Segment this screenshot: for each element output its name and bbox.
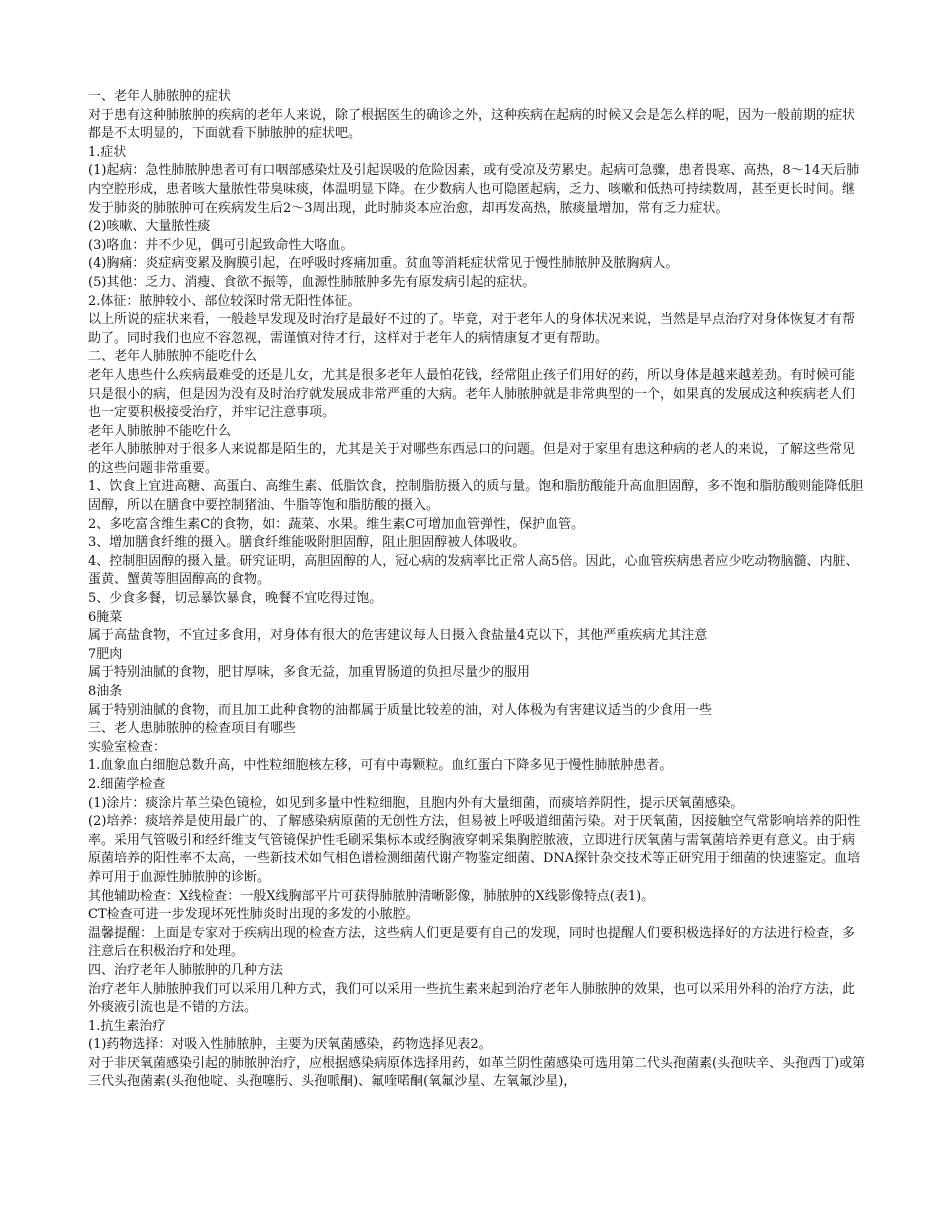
paragraph: 属于特别油腻的食物，而且加工此种食物的油都属于质量比较差的油，对人体极为有害建议适当的少食用一些: [88, 702, 713, 718]
paragraph: 对于非厌氧菌感染引起的肺脓肿治疗，应根据感染病原体选择用药，如革兰阴性菌感染可选用第二代头孢菌素(头孢呋辛、头孢西丁)或第三代头孢菌素(头孢他啶、头孢噻肟、头孢哌酮)、氟喹喏酮(氧氟沙星、左氧氟沙星)，: [88, 1055, 866, 1090]
subheading: 8油条: [88, 684, 123, 699]
list-item: (2)培养：痰培养是使用最广的、了解感染病原菌的无创性方法，但易被上呼吸道细菌污染。对于厌氧菌，因接触空气常影响培养的阳性率。采用气管吸引和经纤维支气管镜保护性毛刷采集标本或经胸液穿刺采集胸腔脓液，立即进行厌氧菌与需氧菌培养更有意义。由于病原菌培养的阳性率不太高，一些新技术如气相色谱检测细菌代谢产物鉴定细菌、DNA探针杂交技术等正研究用于细菌的快速鉴定。血培养可用于血源性肺脓肿的诊断。: [88, 814, 861, 885]
paragraph: 老年人肺脓肿对于很多人来说都是陌生的，尤其是关于对哪些东西忌口的问题。但是对于家里有患这种病的老人的来说，了解这些常见的这些问题非常重要。: [88, 442, 856, 476]
document-body: [88, 88, 866, 1092]
section-heading-diet: 二、老年人肺脓肿不能吃什么: [88, 349, 258, 365]
paragraph: 温馨提醒：上面是专家对于疾病出现的检查方法，这些病人们更是要有自己的发现，同时也提醒人们要积极选择好的方法进行检查，多注意后在积极治疗和处理。: [88, 925, 856, 960]
paragraph: 其他辅助检查：X线检查：一般X线胸部平片可获得肺脓肿清晰影像，肺脓肿的X线影像特点(表1)。: [88, 888, 655, 904]
paragraph: 以上所说的症状来看，一般趁早发现及时治疗是最好不过的了。毕竟，对于老年人的身体状况来说，当然是早点治疗对身体恢复才有帮助了。同时我们也应不容忽视，需谨慎对待才行，这样对于老年人的病情康复才更有帮助。: [88, 312, 856, 346]
paragraph: 属于特别油腻的食物，肥甘厚味，多食无益，加重胃肠道的负担尽量少的服用: [88, 665, 531, 681]
list-item: (2)咳嗽、大量脓性痰: [88, 219, 211, 235]
subheading: 1.抗生素治疗: [88, 1018, 166, 1034]
list-item: (5)其他：乏力、消瘦、食欲不振等，血源性肺脓肿多先有原发病引起的症状。: [88, 274, 536, 290]
list-item: (1)涂片：痰涂片革兰染色镜检，如见到多量中性粒细胞，且胞内外有大量细菌，而痰培养阴性，提示厌氧菌感染。: [88, 795, 744, 811]
list-item: 3、增加膳食纤维的摄入。膳食纤维能吸附胆固醇，阻止胆固醇被人体吸收。: [88, 535, 526, 551]
section-heading-exams: 三、老人患肺脓肿的检查项目有哪些: [88, 721, 297, 737]
list-item: 1、饮食上宜进高糖、高蛋白、高维生素、低脂饮食，控制脂肪摄入的质与量。饱和脂肪酸能升高血胆固醇，多不饱和脂肪酸则能降低胆固醇，所以在膳食中要控制猪油、牛脂等饱和脂肪酸的摄入。: [88, 479, 864, 514]
paragraph: 属于高盐食物，不宜过多食用，对身体有很大的危害建议每人日摄入食盐量4克以下，其他严重疾病尤其注意: [88, 628, 708, 644]
subheading: 1.症状: [88, 144, 127, 160]
paragraph: CT检查可进一步发现坏死性肺炎时出现的多发的小脓腔。: [88, 907, 419, 923]
list-item: 1.血象血白细胞总数升高，中性粒细胞核左移，可有中毒颗粒。血红蛋白下降多见于慢性肺脓肿患者。: [88, 758, 673, 774]
section-heading-treatment: 四、治疗老年人肺脓肿的几种方法: [88, 962, 284, 978]
list-item: 2、多吃富含维生素C的食物，如：蔬菜、水果。维生素C可增加血管弹性，保护血管。: [88, 516, 585, 532]
paragraph: 老年人患些什么疾病最难受的还是儿女，尤其是很多老年人最怕花钱，经常阻止孩子们用好的药，所以身体是越来越差劲。有时候可能只是很小的病，但是因为没有及时治疗就发展成非常严重的大病。老年人肺脓肿就是非常典型的一个，如果真的发展成这种疾病老人们也一定要积极接受治疗，并牢记注意事项。: [88, 367, 856, 421]
paragraph: 对于患有这种肺脓肿的疾病的老年人来说，除了根据医生的确诊之外，这种疾病在起病的时候又会是怎么样的呢，因为一般前期的症状都是不太明显的，下面就看下肺脓肿的症状吧。: [88, 107, 856, 142]
list-item: 4、控制胆固醇的摄入量。研究证明，高胆固醇的人，冠心病的发病率比正常人高5倍。因此，心血管疾病患者应少吃动物脑髓、内脏、蛋黄、蟹黄等胆固醇高的食物。: [88, 553, 859, 588]
subheading: 7肥肉: [88, 646, 123, 662]
list-item: 5、少食多餐，切忌暴饮暴食，晚餐不宜吃得过饱。: [88, 591, 383, 607]
list-item: (1)药物选择：对吸入性肺脓肿，主要为厌氧菌感染，药物选择见表2。: [88, 1037, 492, 1053]
paragraph: (1)起病：急性肺脓肿患者可有口咽部感染灶及引起误吸的危险因素，或有受凉及劳累史。起病可急骤，患者畏寒、高热，8～14天后肺内空腔形成，患者咳大量脓性带臭味痰，体温明显下降。在少数病人也可隐匿起病，乏力、咳嗽和低热可持续数周，甚至更长时间。继发于肺炎的肺脓肿可在疾病发生后2～3周出现，此时肺炎本应治愈，却再发高热，脓痰量增加，常有乏力症状。: [88, 163, 860, 216]
list-item: (3)咯血：并不少见，偶可引起致命性大咯血。: [88, 237, 354, 253]
subheading: 实验室检查：: [88, 739, 167, 755]
subheading: 2.细菌学检查: [88, 776, 166, 792]
subheading: 6腌菜: [88, 609, 123, 625]
subheading: 老年人肺脓肿不能吃什么: [88, 423, 232, 439]
list-item: (4)胸痛：炎症病变累及胸膜引起，在呼吸时疼痛加重。贫血等消耗症状常见于慢性肺脓肿及脓胸病人。: [88, 256, 679, 272]
list-item: 2.体征：脓肿较小、部位较深时常无阳性体征。: [88, 293, 361, 309]
section-heading-symptoms: 一、老年人肺脓肿的症状: [88, 89, 232, 104]
paragraph: 治疗老年人肺脓肿我们可以采用几种方式，我们可以采用一些抗生素来起到治疗老年人肺脓肿的效果，也可以采用外科的治疗方法，此外痰液引流也是不错的方法。: [88, 981, 856, 1016]
